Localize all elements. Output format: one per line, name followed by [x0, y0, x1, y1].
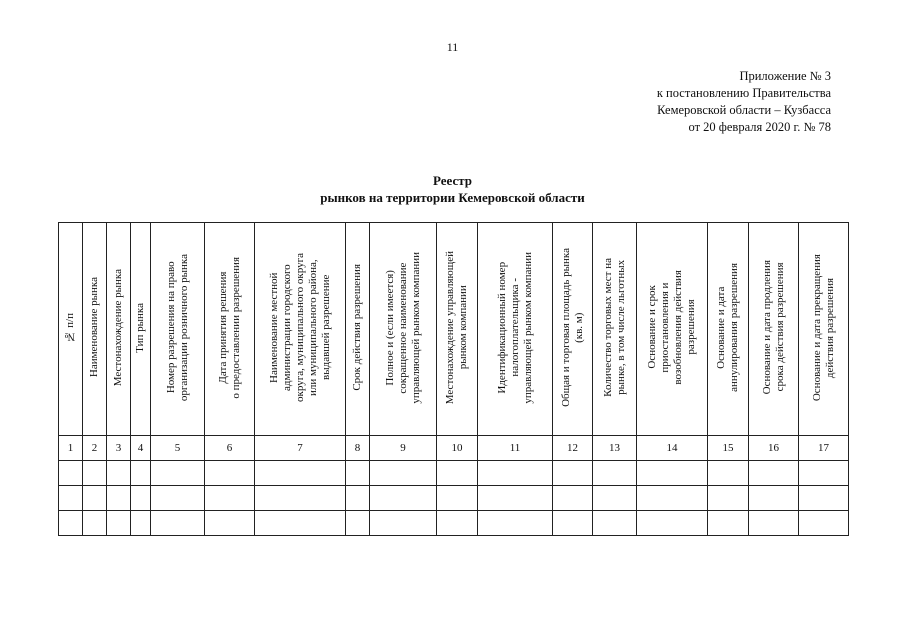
column-header — [205, 223, 255, 436]
column-header — [799, 223, 849, 436]
column-number: 16 — [749, 436, 799, 461]
table-cell — [593, 486, 637, 511]
page-number: 11 — [446, 40, 459, 54]
column-header-label: Наименование рынка — [88, 277, 100, 378]
column-header — [151, 223, 205, 436]
header-row — [59, 223, 849, 436]
column-number: 15 — [708, 436, 749, 461]
column-header — [83, 223, 107, 436]
table-cell — [83, 511, 107, 536]
table-cell — [749, 461, 799, 486]
table-cell — [478, 511, 553, 536]
table-cell — [553, 461, 593, 486]
table-cell — [346, 486, 370, 511]
table-cell — [553, 486, 593, 511]
appendix-line: от 20 февраля 2020 г. № 78 — [688, 120, 831, 134]
table-cell — [799, 486, 849, 511]
column-number: 17 — [799, 436, 849, 461]
table-cell — [107, 486, 131, 511]
table-cell — [637, 461, 708, 486]
column-header — [437, 223, 478, 436]
column-number: 6 — [205, 436, 255, 461]
table-cell — [637, 511, 708, 536]
table-cell — [107, 461, 131, 486]
column-header-label: Полное и (если имеется) сокращенное наименование управляющей рынком компании — [383, 251, 422, 404]
table-cell — [205, 486, 255, 511]
table-cell — [346, 511, 370, 536]
column-number: 4 — [131, 436, 151, 461]
appendix-line: Кемеровской области – Кузбасса — [657, 103, 831, 117]
table-cell — [83, 486, 107, 511]
column-header — [749, 223, 799, 436]
table-cell — [151, 461, 205, 486]
table-cell — [151, 486, 205, 511]
table-cell — [255, 486, 346, 511]
table-cell — [131, 486, 151, 511]
column-header-label: Количество торговых мест на рынке, в том числе льготных — [601, 258, 627, 397]
table-cell — [593, 461, 637, 486]
table-cell — [749, 511, 799, 536]
column-number: 2 — [83, 436, 107, 461]
appendix-line: к постановлению Правительства — [656, 86, 831, 100]
column-header — [107, 223, 131, 436]
column-number: 14 — [637, 436, 708, 461]
column-header-label: Общая и торговая площадь рынка (кв. м) — [559, 248, 585, 407]
column-header-label: Местонахождение управляющей рынком компании — [444, 250, 469, 405]
column-number: 1 — [59, 436, 83, 461]
column-header-label: Наименование местной администрации городского округа, муниципального округа или муниципального района, выдавшей разрешение — [267, 253, 332, 402]
column-header-label: Идентификационный номер налогоплательщика - управляющей рынком компании — [495, 251, 534, 404]
table-row — [59, 511, 849, 536]
table-cell — [478, 461, 553, 486]
title-line: Реестр — [432, 173, 472, 188]
column-header — [59, 223, 83, 436]
table-row — [59, 486, 849, 511]
title-line: рынков на территории Кемеровской области — [320, 190, 585, 205]
table-cell — [255, 461, 346, 486]
column-header-label: Номер разрешения на право организации розничного рынка — [164, 253, 190, 402]
table-cell — [437, 511, 478, 536]
column-number: 10 — [437, 436, 478, 461]
table-cell — [749, 486, 799, 511]
appendix-note — [571, 68, 831, 136]
table-cell — [131, 461, 151, 486]
table-cell — [107, 511, 131, 536]
column-header — [346, 223, 370, 436]
registry-table — [58, 222, 849, 536]
column-header — [593, 223, 637, 436]
column-header-label: Основание и дата продления срока действия разрешения — [760, 260, 786, 395]
column-number: 9 — [370, 436, 437, 461]
column-header-label: № п/п — [64, 312, 76, 343]
column-header-label: Основание и срок приостановления и возобновления действия разрешения — [646, 270, 697, 385]
table-cell — [637, 486, 708, 511]
table-cell — [59, 511, 83, 536]
table-cell — [255, 511, 346, 536]
column-number: 8 — [346, 436, 370, 461]
column-header — [708, 223, 749, 436]
table-cell — [346, 461, 370, 486]
column-header — [553, 223, 593, 436]
column-header-label: Дата принятия решения о предоставлении разрешения — [216, 256, 242, 399]
table-row — [59, 461, 849, 486]
table-cell — [708, 511, 749, 536]
table-cell — [799, 511, 849, 536]
document-title — [0, 172, 905, 206]
table-cell — [59, 461, 83, 486]
table-cell — [205, 511, 255, 536]
column-number: 3 — [107, 436, 131, 461]
table-cell — [708, 461, 749, 486]
table-cell — [370, 511, 437, 536]
column-header-label: Местонахождение рынка — [112, 268, 124, 387]
column-number: 11 — [478, 436, 553, 461]
table-cell — [59, 486, 83, 511]
column-number: 5 — [151, 436, 205, 461]
column-header — [131, 223, 151, 436]
table-cell — [708, 486, 749, 511]
column-header-label: Тип рынка — [134, 302, 146, 353]
table-cell — [370, 486, 437, 511]
column-number: 12 — [553, 436, 593, 461]
column-header — [370, 223, 437, 436]
table-cell — [799, 461, 849, 486]
table-cell — [205, 461, 255, 486]
table-cell — [151, 511, 205, 536]
column-number: 7 — [255, 436, 346, 461]
table-cell — [83, 461, 107, 486]
appendix-line: Приложение № 3 — [739, 69, 831, 83]
table-cell — [553, 511, 593, 536]
column-header-label: Основание и дата аннулирования разрешения — [715, 263, 740, 392]
column-number-row — [59, 436, 849, 461]
table-cell — [437, 486, 478, 511]
table-cell — [370, 461, 437, 486]
table-cell — [437, 461, 478, 486]
column-number: 13 — [593, 436, 637, 461]
table-cell — [478, 486, 553, 511]
table-cell — [593, 511, 637, 536]
column-header-label: Основание и дата прекращения действия разрешения — [810, 253, 836, 402]
column-header — [478, 223, 553, 436]
column-header — [637, 223, 708, 436]
table-cell — [131, 511, 151, 536]
column-header — [255, 223, 346, 436]
column-header-label: Срок действия разрешения — [351, 264, 363, 391]
